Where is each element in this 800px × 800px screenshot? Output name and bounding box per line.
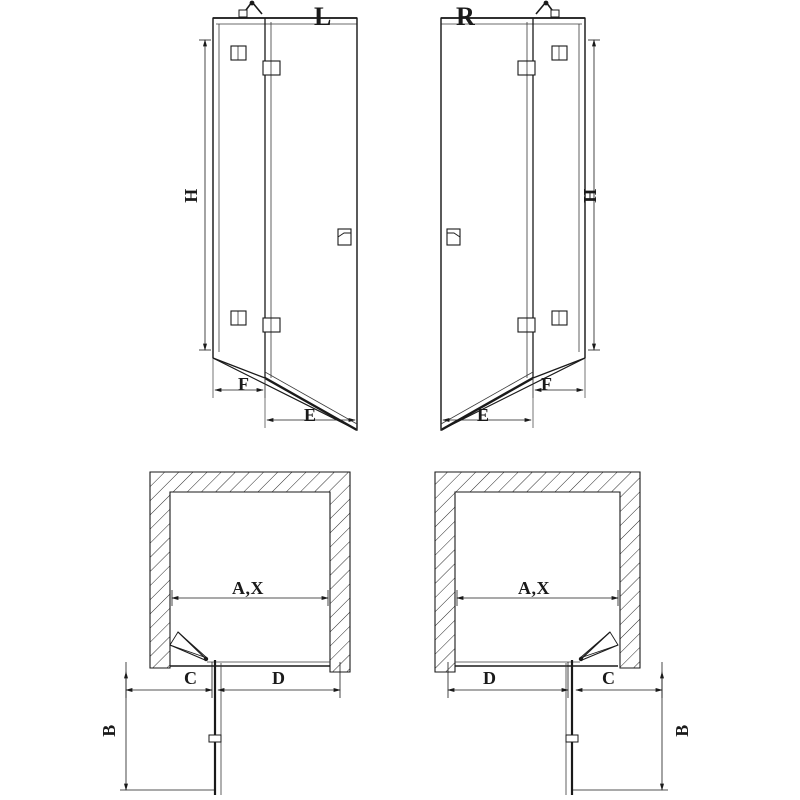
label-width-e-right: E	[477, 405, 490, 425]
label-width-c-right: C	[602, 668, 616, 688]
label-width-f-left: F	[238, 374, 250, 394]
plan-right-group	[435, 472, 668, 795]
label-height-right: H	[579, 188, 600, 203]
label-right-variant: R	[456, 2, 476, 31]
elevation-right-handle	[447, 229, 460, 245]
label-width-f-right: F	[541, 374, 553, 394]
label-width-ax-right: A,X	[518, 578, 550, 598]
dimension-d-right	[448, 662, 568, 698]
plan-left-handle	[209, 735, 221, 742]
plan-right-wall-hatch	[435, 472, 640, 672]
label-width-d-right: D	[483, 668, 497, 688]
elevation-left-handle	[338, 229, 351, 245]
elevation-left-hinges	[231, 46, 246, 325]
label-depth-b-left: B	[98, 724, 119, 737]
plan-right-handle	[566, 735, 578, 742]
label-width-ax-left: A,X	[232, 578, 264, 598]
plan-left-group	[120, 472, 350, 795]
label-width-c-left: C	[184, 668, 198, 688]
elevation-right-hinges	[552, 46, 567, 325]
elevation-left-group	[199, 1, 357, 430]
label-left-variant: L	[314, 2, 332, 31]
label-width-d-left: D	[272, 668, 286, 688]
elevation-right-group	[441, 1, 600, 430]
label-depth-b-right: B	[671, 724, 692, 737]
plan-left-wall-hatch	[150, 472, 350, 672]
label-width-e-left: E	[304, 405, 317, 425]
elevation-right-outline	[441, 18, 585, 430]
dimension-c-right	[576, 662, 662, 698]
label-height-left: H	[180, 188, 201, 203]
elevation-left-outline	[213, 18, 357, 430]
